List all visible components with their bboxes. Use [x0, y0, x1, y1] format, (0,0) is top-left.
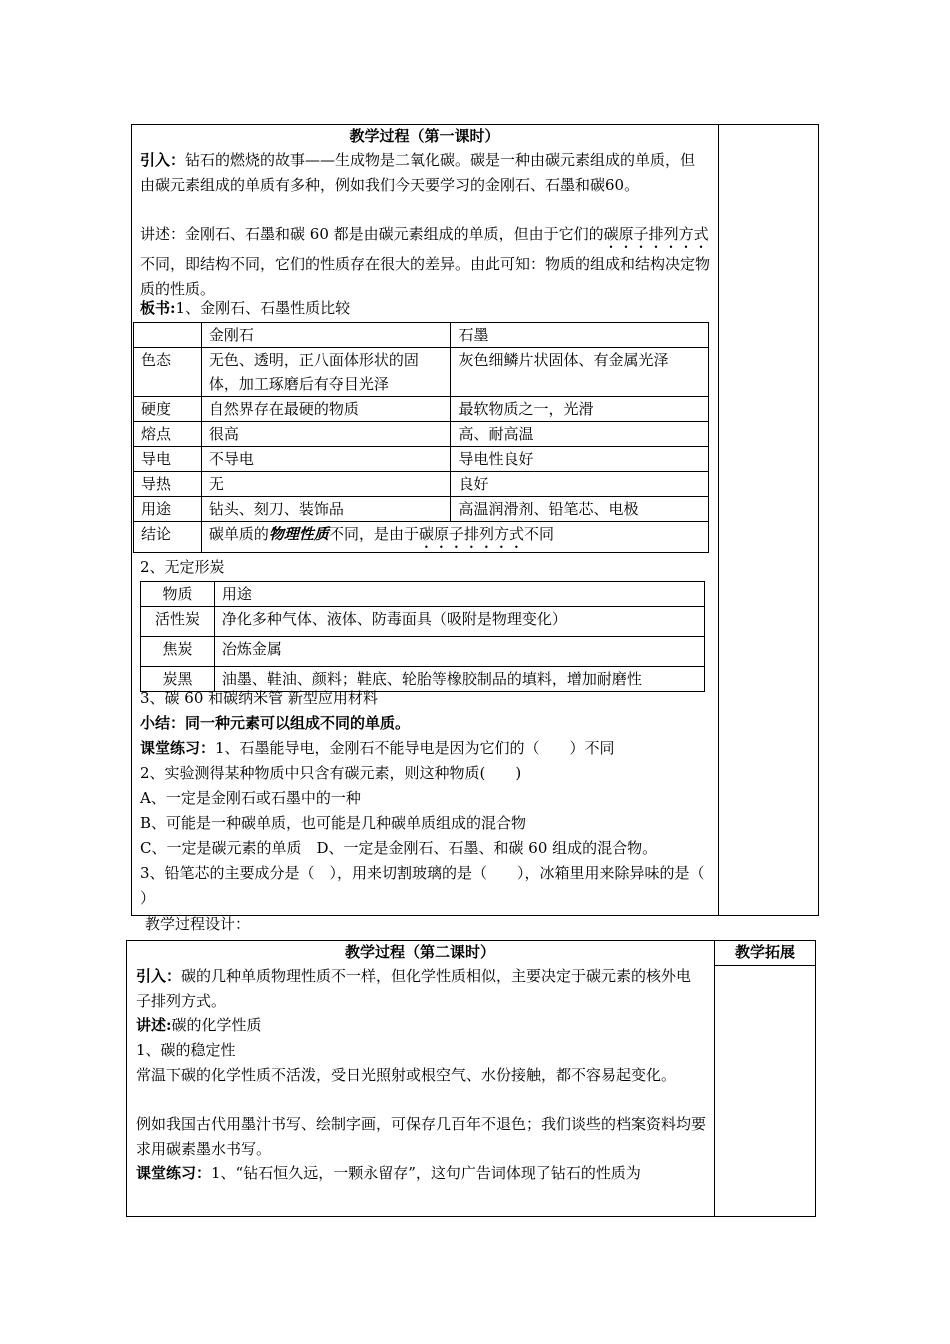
compare-header-cell: 石墨	[451, 323, 709, 348]
uses-header-cell: 物质	[141, 582, 215, 607]
table-row	[134, 422, 709, 447]
lesson2-side-header-line	[714, 965, 816, 966]
table-cell: 净化多种气体、液体、防毒面具（吸附是物理变化）	[214, 607, 704, 637]
uses-header-row	[141, 582, 705, 607]
table-cell: 钻头、刻刀、装饰品	[201, 497, 451, 522]
stability-paragraph-2: 例如我国古代用墨汁书写、绘制字画，可保存几百年不退色；我们谈些的档案资料均要求用碳素墨水书写。	[136, 1115, 707, 1158]
lesson1-intro	[140, 148, 710, 198]
table-cell: 导电性良好	[451, 447, 709, 472]
exercise-label: 课堂练习：	[136, 1164, 212, 1182]
table-cell: 色态	[134, 348, 202, 397]
table-row	[134, 348, 709, 397]
table-cell: 冶炼金属	[214, 637, 704, 667]
amorphous-heading: 2、无定形炭	[140, 558, 225, 576]
conclusion-part: 碳单质的	[208, 525, 269, 543]
narration-text: 碳的化学性质	[171, 1016, 262, 1034]
uses-table	[140, 581, 705, 692]
narration-label: 讲述:	[136, 1016, 172, 1034]
table-cell: 用途	[134, 497, 202, 522]
exercise-label: 课堂练习：	[140, 739, 216, 757]
lesson2-exercise	[136, 1161, 706, 1186]
table-cell: 很高	[201, 422, 451, 447]
lesson2-title: 教学过程（第二课时）	[344, 943, 495, 961]
table-cell: 无色、透明，正八面体形状的固体，加工琢磨后有夺目光泽	[201, 348, 451, 397]
conclusion-part: 不同	[523, 525, 554, 543]
table-cell: 导电	[134, 447, 202, 472]
c60-line: 3、碳 60 和碳纳米管 新型应用材料	[140, 689, 378, 707]
stability-heading: 1、碳的稳定性	[136, 1041, 236, 1059]
narration-text-a: 讲述：金刚石、石墨和碳 60 都是由碳元素组成的单质，但由于它们的	[140, 225, 604, 243]
table-cell: 良好	[451, 472, 709, 497]
table-row	[141, 607, 705, 637]
table-cell: 自然界存在最硬的物质	[201, 397, 451, 422]
table-row	[134, 497, 709, 522]
table-cell: 熔点	[134, 422, 202, 447]
table-cell: 炭黑	[141, 667, 215, 692]
table-row	[134, 397, 709, 422]
narration-text-b: 不同，即结构不同，它们的性质存在很大的差异。由此可知：物质的组成和结构决定物质的性质。	[140, 255, 711, 298]
lesson1-title: 教学过程（第一课时）	[349, 127, 500, 145]
lesson2-side-divider	[714, 940, 715, 1217]
exercise-3: 3、铅笔芯的主要成分是（ ），用来切割玻璃的是（ ），冰箱里用来除异味的是（ ）	[140, 864, 705, 907]
table-cell: 硬度	[134, 397, 202, 422]
conclusion-label: 结论	[134, 522, 202, 553]
design-label: 教学过程设计：	[145, 915, 251, 933]
exercise-2-option-cd: C、一定是碳元素的单质 D、一定是金刚石、石墨、和碳 60 组成的混合物。	[140, 839, 658, 857]
exercise-2-option-a: A、一定是金刚石或石墨中的一种	[140, 789, 361, 807]
table-cell: 高温润滑剂、铅笔芯、电极	[451, 497, 709, 522]
exercise-2: 2、实验测得某种物质中只含有碳元素，则这种物质( )	[140, 764, 522, 782]
board-text: 1、金刚石、石墨性质比较	[175, 299, 351, 317]
conclusion-emphasis: 物理性质	[268, 525, 329, 543]
exercise-text: 1、“钻石恒久远，一颗永留存”，这句广告词体现了钻石的性质为	[211, 1164, 641, 1182]
conclusion-dotted: 碳原子排列方式	[418, 525, 524, 543]
table-cell: 不导电	[201, 447, 451, 472]
intro-label: 引入：	[140, 151, 186, 169]
table-cell: 无	[201, 472, 451, 497]
compare-header-cell: 金刚石	[201, 323, 451, 348]
table-cell: 灰色细鳞片状固体、有金属光泽	[451, 348, 709, 397]
exercise-text: 1、石墨能导电，金刚石不能导电是因为它们的（ ）不同	[215, 739, 615, 757]
table-cell: 高、耐高温	[451, 422, 709, 447]
conclusion-part: 不同，是由于	[328, 525, 419, 543]
stability-paragraph-1: 常温下碳的化学性质不活泼，受日光照射或根空气、水份接触，都不容易起变化。	[136, 1066, 677, 1084]
conclusion-text	[201, 522, 708, 553]
lesson2-side-header: 教学拓展	[734, 943, 795, 961]
lesson1-board	[140, 296, 710, 321]
exercise-1	[140, 736, 710, 761]
compare-header-cell	[134, 323, 202, 348]
exercise-2-option-b: B、可能是一种碳单质，也可能是几种碳单质组成的混合物	[140, 814, 527, 832]
board-label: 板书:	[140, 299, 176, 317]
lesson1-side-divider	[718, 124, 719, 916]
table-cell: 活性炭	[141, 607, 215, 637]
intro-text: 碳的几种单质物理性质不一样，但化学性质相似，主要决定于碳元素的核外电子排列方式。	[136, 967, 692, 1010]
table-cell: 油墨、鞋油、颜料；鞋底、轮胎等橡胶制品的填料，增加耐磨性	[214, 667, 704, 692]
lesson1-narration	[140, 222, 710, 302]
uses-header-cell: 用途	[214, 582, 704, 607]
intro-text: 钻石的燃烧的故事——生成物是二氧化碳。碳是一种由碳元素组成的单质，但由碳元素组成的单质有多种，例如我们今天要学习的金刚石、石墨和碳60。	[140, 151, 696, 194]
intro-label: 引入：	[136, 967, 182, 985]
compare-header-row	[134, 323, 709, 348]
lesson2-narration	[136, 1013, 706, 1038]
lesson2-intro	[136, 964, 706, 1014]
table-cell: 焦炭	[141, 637, 215, 667]
table-row	[134, 472, 709, 497]
table-row	[141, 637, 705, 667]
table-cell: 导热	[134, 472, 202, 497]
summary: 小结：同一种元素可以组成不同的单质。	[140, 714, 411, 732]
table-row	[134, 447, 709, 472]
compare-table	[133, 322, 709, 553]
table-cell: 最软物质之一，光滑	[451, 397, 709, 422]
conclusion-row	[134, 522, 709, 553]
narration-emphasis: 碳原子排列方式	[603, 225, 709, 243]
